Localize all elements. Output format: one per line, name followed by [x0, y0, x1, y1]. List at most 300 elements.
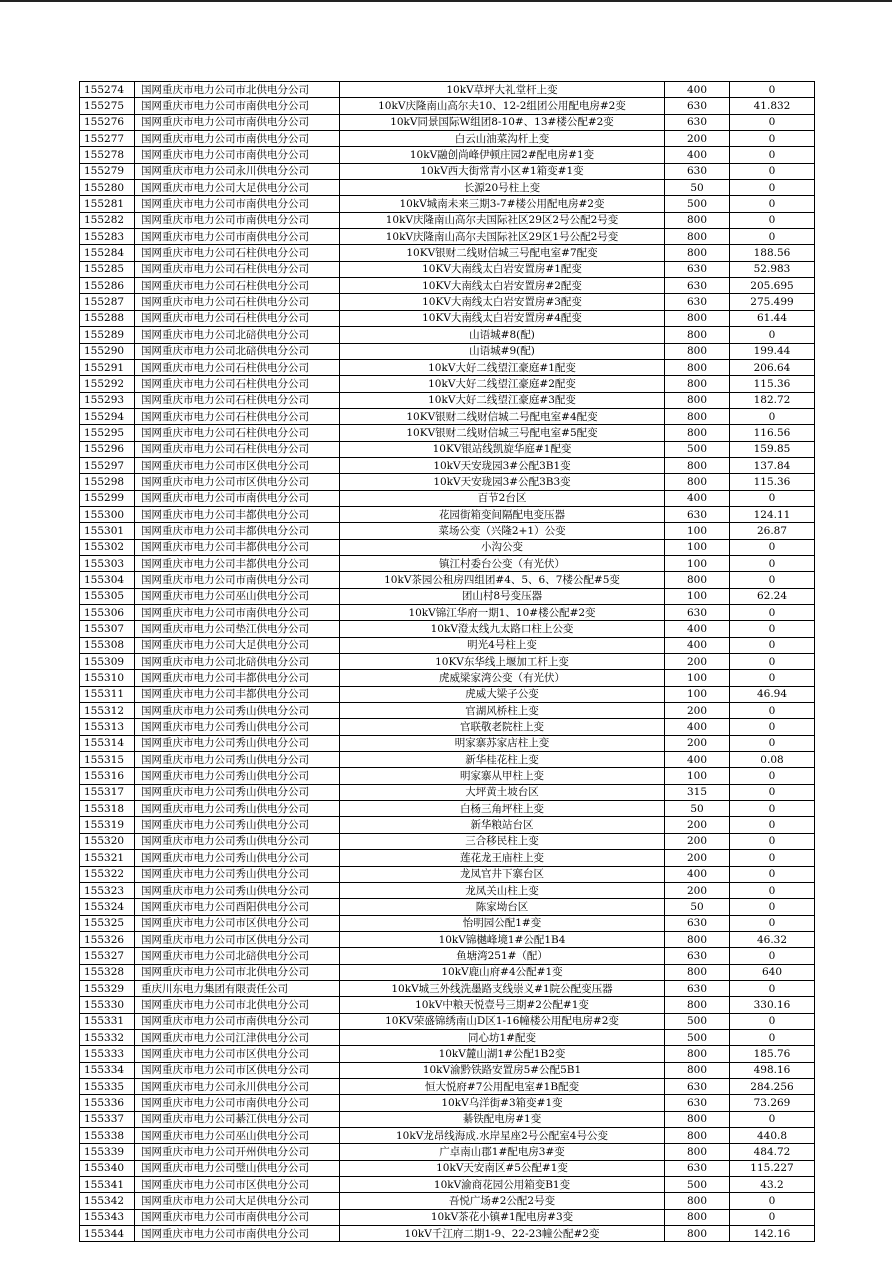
value-cell: 0: [730, 1029, 815, 1045]
row-id-cell: 155331: [80, 1013, 135, 1029]
capacity-cell: 100: [665, 768, 730, 784]
value-cell: 115.36: [730, 376, 815, 392]
row-id-cell: 155325: [80, 915, 135, 931]
value-cell: 52.983: [730, 261, 815, 277]
row-id-cell: 155327: [80, 948, 135, 964]
value-cell: 0: [730, 915, 815, 931]
transformer-name-cell: 10KV大南线太白岩安置房#1配变: [340, 261, 665, 277]
row-id-cell: 155292: [80, 376, 135, 392]
row-id-cell: 155283: [80, 229, 135, 245]
company-cell: 国网重庆市电力公司市北供电分公司: [135, 82, 340, 98]
value-cell: 0: [730, 850, 815, 866]
table-row: [80, 817, 815, 833]
company-cell: 国网重庆市电力公司石柱供电分公司: [135, 261, 340, 277]
transformer-name-cell: 虎威梁家湾公变（有光伏）: [340, 670, 665, 686]
company-cell: 国网重庆市电力公司市北供电分公司: [135, 964, 340, 980]
capacity-cell: 500: [665, 1013, 730, 1029]
value-cell: 0: [730, 1193, 815, 1209]
transformer-name-cell: 10KV银站线凯旋华庭#1配变: [340, 441, 665, 457]
table-row: [80, 605, 815, 621]
company-cell: 国网重庆市电力公司市区供电分公司: [135, 915, 340, 931]
transformer-name-cell: 10kV锦江华府一期1、10#楼公配#2变: [340, 605, 665, 621]
row-id-cell: 155294: [80, 408, 135, 424]
capacity-cell: 800: [665, 1144, 730, 1160]
table-row: [80, 703, 815, 719]
row-id-cell: 155338: [80, 1128, 135, 1144]
capacity-cell: 800: [665, 343, 730, 359]
company-cell: 国网重庆市电力公司石柱供电分公司: [135, 310, 340, 326]
row-id-cell: 155318: [80, 801, 135, 817]
value-cell: 0: [730, 980, 815, 996]
company-cell: 国网重庆市电力公司市南供电分公司: [135, 572, 340, 588]
value-cell: 0: [730, 735, 815, 751]
row-id-cell: 155316: [80, 768, 135, 784]
value-cell: 206.64: [730, 359, 815, 375]
company-cell: 国网重庆市电力公司巫山供电分公司: [135, 588, 340, 604]
value-cell: 0: [730, 670, 815, 686]
capacity-cell: 630: [665, 1095, 730, 1111]
transformer-name-cell: 莲花龙王庙柱上变: [340, 850, 665, 866]
table-row: [80, 931, 815, 947]
company-cell: 国网重庆市电力公司大足供电分公司: [135, 1193, 340, 1209]
table-row: [80, 229, 815, 245]
row-id-cell: 155289: [80, 327, 135, 343]
transformer-name-cell: 明家寨从甲柱上变: [340, 768, 665, 784]
transformer-name-cell: 10kV城三外线洗墨路支线崇义#1院公配变压器: [340, 980, 665, 996]
company-cell: 国网重庆市电力公司丰都供电分公司: [135, 506, 340, 522]
company-cell: 国网重庆市电力公司市南供电分公司: [135, 147, 340, 163]
table-row: [80, 654, 815, 670]
value-cell: 0: [730, 703, 815, 719]
table-row: [80, 506, 815, 522]
value-cell: 124.11: [730, 506, 815, 522]
capacity-cell: 200: [665, 735, 730, 751]
company-cell: 国网重庆市电力公司酉阳供电分公司: [135, 899, 340, 915]
capacity-cell: 315: [665, 784, 730, 800]
value-cell: 0: [730, 212, 815, 228]
table-row: [80, 899, 815, 915]
value-cell: 0: [730, 1013, 815, 1029]
row-id-cell: 155275: [80, 98, 135, 114]
table-row: [80, 441, 815, 457]
row-id-cell: 155335: [80, 1078, 135, 1094]
value-cell: 46.32: [730, 931, 815, 947]
capacity-cell: 800: [665, 212, 730, 228]
company-cell: 国网重庆市电力公司秀山供电分公司: [135, 866, 340, 882]
value-cell: 0: [730, 555, 815, 571]
row-id-cell: 155340: [80, 1160, 135, 1176]
transformer-name-cell: 10kV草坪大礼堂杆上变: [340, 82, 665, 98]
capacity-cell: 500: [665, 441, 730, 457]
row-id-cell: 155314: [80, 735, 135, 751]
transformer-name-cell: 明家寨苏家店柱上变: [340, 735, 665, 751]
row-id-cell: 155286: [80, 278, 135, 294]
row-id-cell: 155317: [80, 784, 135, 800]
value-cell: 73.269: [730, 1095, 815, 1111]
table-row: [80, 408, 815, 424]
company-cell: 国网重庆市电力公司市区供电分公司: [135, 1046, 340, 1062]
transformer-name-cell: 10kV茶园公租房四组团#4、5、6、7楼公配#5变: [340, 572, 665, 588]
table-row: [80, 490, 815, 506]
table-row: [80, 997, 815, 1013]
row-id-cell: 155332: [80, 1029, 135, 1045]
value-cell: 43.2: [730, 1177, 815, 1193]
transformer-name-cell: 10kV西大街常青小区#1箱变#1变: [340, 163, 665, 179]
table-row: [80, 1111, 815, 1127]
table-row: [80, 686, 815, 702]
value-cell: 0: [730, 180, 815, 196]
company-cell: 国网重庆市电力公司市区供电分公司: [135, 457, 340, 473]
value-cell: 0: [730, 605, 815, 621]
company-cell: 国网重庆市电力公司秀山供电分公司: [135, 719, 340, 735]
table-row: [80, 131, 815, 147]
company-cell: 国网重庆市电力公司秀山供电分公司: [135, 752, 340, 768]
transformer-name-cell: 白云山油菜沟杆上变: [340, 131, 665, 147]
transformer-name-cell: 大坪黄土坡台区: [340, 784, 665, 800]
table-row: [80, 752, 815, 768]
table-row: [80, 572, 815, 588]
capacity-cell: 800: [665, 931, 730, 947]
row-id-cell: 155343: [80, 1209, 135, 1225]
company-cell: 国网重庆市电力公司秀山供电分公司: [135, 735, 340, 751]
value-cell: 0: [730, 572, 815, 588]
capacity-cell: 800: [665, 572, 730, 588]
row-id-cell: 155315: [80, 752, 135, 768]
table-row: [80, 163, 815, 179]
company-cell: 国网重庆市电力公司石柱供电分公司: [135, 425, 340, 441]
transformer-name-cell: 10kV麓山湖1#公配1B2变: [340, 1046, 665, 1062]
table-row: [80, 1144, 815, 1160]
value-cell: 0: [730, 147, 815, 163]
value-cell: 115.36: [730, 474, 815, 490]
value-cell: 185.76: [730, 1046, 815, 1062]
value-cell: 0: [730, 882, 815, 898]
company-cell: 国网重庆市电力公司开州供电分公司: [135, 1144, 340, 1160]
row-id-cell: 155337: [80, 1111, 135, 1127]
transformer-name-cell: 10kV天安珑园3#公配3B3变: [340, 474, 665, 490]
row-id-cell: 155342: [80, 1193, 135, 1209]
capacity-cell: 630: [665, 1078, 730, 1094]
transformer-name-cell: 团山村8号变压器: [340, 588, 665, 604]
capacity-cell: 200: [665, 882, 730, 898]
row-id-cell: 155302: [80, 539, 135, 555]
capacity-cell: 50: [665, 801, 730, 817]
value-cell: 498.16: [730, 1062, 815, 1078]
capacity-cell: 630: [665, 261, 730, 277]
value-cell: 0: [730, 866, 815, 882]
value-cell: 205.695: [730, 278, 815, 294]
row-id-cell: 155305: [80, 588, 135, 604]
transformer-data-table: [79, 81, 815, 1242]
capacity-cell: 100: [665, 686, 730, 702]
table-row: [80, 1078, 815, 1094]
capacity-cell: 800: [665, 1062, 730, 1078]
capacity-cell: 630: [665, 278, 730, 294]
value-cell: 0: [730, 539, 815, 555]
table-row: [80, 310, 815, 326]
row-id-cell: 155300: [80, 506, 135, 522]
company-cell: 国网重庆市电力公司秀山供电分公司: [135, 784, 340, 800]
capacity-cell: 800: [665, 408, 730, 424]
company-cell: 国网重庆市电力公司市北供电分公司: [135, 997, 340, 1013]
capacity-cell: 800: [665, 1128, 730, 1144]
capacity-cell: 630: [665, 1160, 730, 1176]
table-row: [80, 376, 815, 392]
row-id-cell: 155277: [80, 131, 135, 147]
transformer-name-cell: 同心坊1#配变: [340, 1029, 665, 1045]
company-cell: 国网重庆市电力公司石柱供电分公司: [135, 392, 340, 408]
company-cell: 国网重庆市电力公司石柱供电分公司: [135, 278, 340, 294]
capacity-cell: 100: [665, 523, 730, 539]
table-row: [80, 637, 815, 653]
capacity-cell: 400: [665, 752, 730, 768]
table-row: [80, 882, 815, 898]
value-cell: 0: [730, 327, 815, 343]
value-cell: 284.256: [730, 1078, 815, 1094]
transformer-name-cell: 10kV鹿山府#4公配#1变: [340, 964, 665, 980]
value-cell: 640: [730, 964, 815, 980]
capacity-cell: 400: [665, 719, 730, 735]
company-cell: 国网重庆市电力公司大足供电分公司: [135, 180, 340, 196]
company-cell: 国网重庆市电力公司秀山供电分公司: [135, 833, 340, 849]
table-row: [80, 196, 815, 212]
capacity-cell: 630: [665, 605, 730, 621]
row-id-cell: 155307: [80, 621, 135, 637]
transformer-name-cell: 怡明园公配1#变: [340, 915, 665, 931]
value-cell: 0: [730, 82, 815, 98]
capacity-cell: 800: [665, 1209, 730, 1225]
table-row: [80, 670, 815, 686]
row-id-cell: 155313: [80, 719, 135, 735]
company-cell: 国网重庆市电力公司巫山供电分公司: [135, 1128, 340, 1144]
transformer-name-cell: 10KV大南线太白岩安置房#3配变: [340, 294, 665, 310]
row-id-cell: 155330: [80, 997, 135, 1013]
company-cell: 国网重庆市电力公司市南供电分公司: [135, 131, 340, 147]
company-cell: 国网重庆市电力公司丰都供电分公司: [135, 670, 340, 686]
company-cell: 国网重庆市电力公司丰都供电分公司: [135, 555, 340, 571]
transformer-name-cell: 10kV天安南区#5公配#1变: [340, 1160, 665, 1176]
transformer-name-cell: 官湖风桥柱上变: [340, 703, 665, 719]
transformer-name-cell: 新华粮站台区: [340, 817, 665, 833]
table-row: [80, 784, 815, 800]
company-cell: 国网重庆市电力公司市南供电分公司: [135, 1013, 340, 1029]
row-id-cell: 155280: [80, 180, 135, 196]
company-cell: 国网重庆市电力公司市南供电分公司: [135, 605, 340, 621]
row-id-cell: 155274: [80, 82, 135, 98]
capacity-cell: 630: [665, 294, 730, 310]
row-id-cell: 155284: [80, 245, 135, 261]
value-cell: 61.44: [730, 310, 815, 326]
transformer-name-cell: 10kV庆隆南山高尔夫国际社区29区2号公配2号变: [340, 212, 665, 228]
value-cell: 330.16: [730, 997, 815, 1013]
transformer-name-cell: 10kV渝商花园公用箱变B1变: [340, 1177, 665, 1193]
company-cell: 国网重庆市电力公司市南供电分公司: [135, 98, 340, 114]
value-cell: 0: [730, 1111, 815, 1127]
row-id-cell: 155301: [80, 523, 135, 539]
value-cell: 0: [730, 899, 815, 915]
table-row: [80, 245, 815, 261]
capacity-cell: 630: [665, 163, 730, 179]
table-row: [80, 147, 815, 163]
value-cell: 0.08: [730, 752, 815, 768]
table-row: [80, 621, 815, 637]
capacity-cell: 800: [665, 392, 730, 408]
row-id-cell: 155288: [80, 310, 135, 326]
table-row: [80, 866, 815, 882]
capacity-cell: 630: [665, 948, 730, 964]
value-cell: 137.84: [730, 457, 815, 473]
value-cell: 182.72: [730, 392, 815, 408]
row-id-cell: 155328: [80, 964, 135, 980]
value-cell: 0: [730, 801, 815, 817]
capacity-cell: 100: [665, 539, 730, 555]
company-cell: 国网重庆市电力公司市南供电分公司: [135, 212, 340, 228]
row-id-cell: 155320: [80, 833, 135, 849]
table-row: [80, 212, 815, 228]
row-id-cell: 155296: [80, 441, 135, 457]
table-row: [80, 588, 815, 604]
row-id-cell: 155298: [80, 474, 135, 490]
capacity-cell: 200: [665, 850, 730, 866]
capacity-cell: 800: [665, 359, 730, 375]
table-row: [80, 261, 815, 277]
value-cell: 0: [730, 196, 815, 212]
transformer-name-cell: 山语城#9(配): [340, 343, 665, 359]
company-cell: 国网重庆市电力公司秀山供电分公司: [135, 817, 340, 833]
capacity-cell: 800: [665, 1111, 730, 1127]
table-row: [80, 850, 815, 866]
transformer-name-cell: 10KV大南线太白岩安置房#4配变: [340, 310, 665, 326]
capacity-cell: 800: [665, 229, 730, 245]
row-id-cell: 155287: [80, 294, 135, 310]
transformer-name-cell: 10kV乌洋街#3箱变#1变: [340, 1095, 665, 1111]
company-cell: 国网重庆市电力公司大足供电分公司: [135, 637, 340, 653]
transformer-name-cell: 虎威大梁子公变: [340, 686, 665, 702]
capacity-cell: 800: [665, 1193, 730, 1209]
value-cell: 0: [730, 1209, 815, 1225]
row-id-cell: 155312: [80, 703, 135, 719]
capacity-cell: 630: [665, 98, 730, 114]
transformer-name-cell: 10kV天安珑园3#公配3B1变: [340, 457, 665, 473]
company-cell: 国网重庆市电力公司北碚供电分公司: [135, 654, 340, 670]
table-row: [80, 327, 815, 343]
row-id-cell: 155303: [80, 555, 135, 571]
value-cell: 188.56: [730, 245, 815, 261]
transformer-name-cell: 10kV庆隆南山高尔夫国际社区29区1号公配2号变: [340, 229, 665, 245]
row-id-cell: 155282: [80, 212, 135, 228]
company-cell: 国网重庆市电力公司永川供电分公司: [135, 163, 340, 179]
transformer-name-cell: 10KV银财二线财信城三号配电室#5配变: [340, 425, 665, 441]
row-id-cell: 155323: [80, 882, 135, 898]
company-cell: 国网重庆市电力公司秀山供电分公司: [135, 801, 340, 817]
table-row: [80, 359, 815, 375]
company-cell: 国网重庆市电力公司市南供电分公司: [135, 229, 340, 245]
capacity-cell: 630: [665, 506, 730, 522]
transformer-name-cell: 10KV东华线上堰加工杆上变: [340, 654, 665, 670]
capacity-cell: 500: [665, 1029, 730, 1045]
transformer-name-cell: 10kV大好二线望江豪庭#1配变: [340, 359, 665, 375]
table-row: [80, 474, 815, 490]
value-cell: 0: [730, 817, 815, 833]
value-cell: 0: [730, 229, 815, 245]
row-id-cell: 155344: [80, 1226, 135, 1242]
value-cell: 0: [730, 784, 815, 800]
transformer-name-cell: 恒大悦府#7公用配电室#1B配变: [340, 1078, 665, 1094]
table-row: [80, 735, 815, 751]
transformer-name-cell: 10kV龙昂线海成.水岸星座2号公配室4号公变: [340, 1128, 665, 1144]
transformer-name-cell: 百节2台区: [340, 490, 665, 506]
capacity-cell: 200: [665, 703, 730, 719]
table-row: [80, 801, 815, 817]
company-cell: 重庆川东电力集团有限责任公司: [135, 980, 340, 996]
company-cell: 国网重庆市电力公司秀山供电分公司: [135, 850, 340, 866]
company-cell: 国网重庆市电力公司石柱供电分公司: [135, 359, 340, 375]
table-row: [80, 523, 815, 539]
row-id-cell: 155276: [80, 114, 135, 130]
company-cell: 国网重庆市电力公司石柱供电分公司: [135, 245, 340, 261]
company-cell: 国网重庆市电力公司璧山供电分公司: [135, 1160, 340, 1176]
capacity-cell: 800: [665, 1046, 730, 1062]
row-id-cell: 155333: [80, 1046, 135, 1062]
value-cell: 62.24: [730, 588, 815, 604]
capacity-cell: 800: [665, 245, 730, 261]
company-cell: 国网重庆市电力公司丰都供电分公司: [135, 523, 340, 539]
table-row: [80, 1128, 815, 1144]
transformer-name-cell: 10kV大好二线望江豪庭#3配变: [340, 392, 665, 408]
transformer-name-cell: 明光4号柱上变: [340, 637, 665, 653]
value-cell: 275.499: [730, 294, 815, 310]
value-cell: 0: [730, 833, 815, 849]
value-cell: 0: [730, 490, 815, 506]
row-id-cell: 155339: [80, 1144, 135, 1160]
transformer-name-cell: 10kV澄太线九太路口柱上公变: [340, 621, 665, 637]
transformer-name-cell: 官联敬老院柱上变: [340, 719, 665, 735]
transformer-name-cell: 10KV银财二线财信城二号配电室#4配变: [340, 408, 665, 424]
value-cell: 0: [730, 114, 815, 130]
capacity-cell: 800: [665, 310, 730, 326]
row-id-cell: 155308: [80, 637, 135, 653]
transformer-name-cell: 10kV千江府二期1-9、22-23幢公配#2变: [340, 1226, 665, 1242]
transformer-name-cell: 吾悦广场#2公配2号变: [340, 1193, 665, 1209]
capacity-cell: 200: [665, 654, 730, 670]
capacity-cell: 800: [665, 457, 730, 473]
row-id-cell: 155319: [80, 817, 135, 833]
capacity-cell: 400: [665, 866, 730, 882]
capacity-cell: 630: [665, 915, 730, 931]
table-row: [80, 1193, 815, 1209]
capacity-cell: 800: [665, 376, 730, 392]
transformer-name-cell: 鱼塘湾251#（配）: [340, 948, 665, 964]
row-id-cell: 155290: [80, 343, 135, 359]
company-cell: 国网重庆市电力公司秀山供电分公司: [135, 768, 340, 784]
table-row: [80, 948, 815, 964]
table-row: [80, 294, 815, 310]
value-cell: 159.85: [730, 441, 815, 457]
row-id-cell: 155329: [80, 980, 135, 996]
value-cell: 0: [730, 163, 815, 179]
company-cell: 国网重庆市电力公司市区供电分公司: [135, 931, 340, 947]
table-row: [80, 555, 815, 571]
table-row: [80, 457, 815, 473]
table-row: [80, 964, 815, 980]
company-cell: 国网重庆市电力公司綦江供电分公司: [135, 1111, 340, 1127]
capacity-cell: 800: [665, 425, 730, 441]
row-id-cell: 155326: [80, 931, 135, 947]
table-row: [80, 719, 815, 735]
transformer-name-cell: 10kV融创尚峰伊顿庄园2#配电房#1变: [340, 147, 665, 163]
capacity-cell: 100: [665, 555, 730, 571]
row-id-cell: 155279: [80, 163, 135, 179]
